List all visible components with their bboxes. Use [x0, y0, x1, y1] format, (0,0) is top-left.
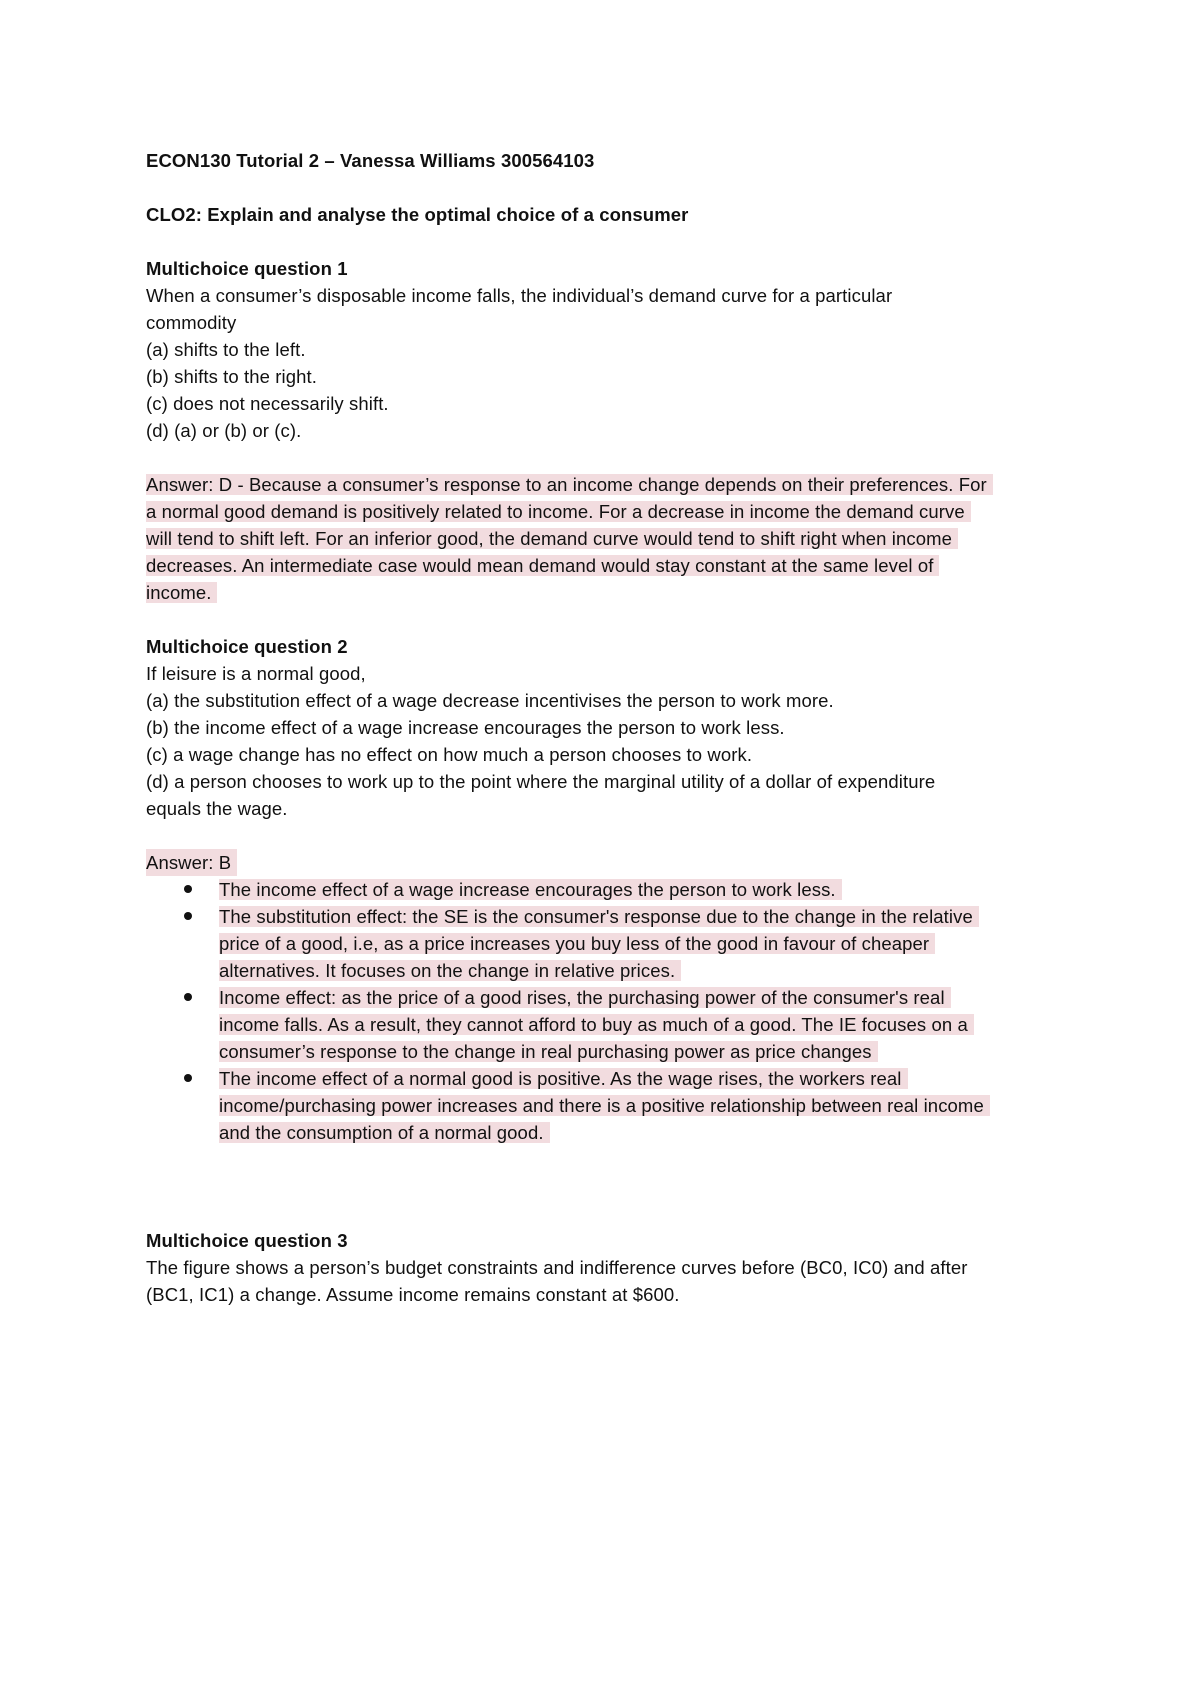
answer-line: income.: [146, 582, 217, 603]
question-3-stem-line: The figure shows a person’s budget constraints and indifference curves before (BC0, IC0) and after: [146, 1257, 968, 1278]
document-title: ECON130 Tutorial 2 – Vanessa Williams 300564103: [146, 150, 595, 171]
question-1-stem-line: commodity: [146, 312, 237, 333]
answer-bullet: [146, 903, 1076, 984]
question-2-option-d-continued: equals the wage.: [146, 798, 288, 819]
answer-line: Answer: D - Because a consumer’s response to an income change depends on their preferences. For: [146, 474, 993, 495]
question-2-option-d: (d) a person chooses to work up to the point where the marginal utility of a dollar of expenditure: [146, 771, 936, 792]
question-1-answer: [146, 471, 1076, 606]
bullet-icon: [184, 1074, 192, 1082]
question-2-option-c: (c) a wage change has no effect on how much a person chooses to work.: [146, 744, 753, 765]
spacer: [146, 822, 1076, 849]
question-3: [146, 1227, 1076, 1308]
question-2-stem: If leisure is a normal good,: [146, 663, 366, 684]
answer-bullet: [146, 984, 1076, 1065]
spacer: [146, 174, 1076, 201]
bullet-line: consumer’s response to the change in real purchasing power as price changes: [219, 1041, 878, 1062]
question-3-stem-line: (BC1, IC1) a change. Assume income remains constant at $600.: [146, 1284, 680, 1305]
answer-line: will tend to shift left. For an inferior good, the demand curve would tend to shift right when income: [146, 528, 958, 549]
question-1-option-d: (d) (a) or (b) or (c).: [146, 420, 302, 441]
bullet-line: The substitution effect: the SE is the consumer's response due to the change in the relative: [219, 906, 979, 927]
question-2-answer-label: Answer: B: [146, 849, 237, 876]
document-body: [146, 147, 1076, 1308]
question-2-heading: Multichoice question 2: [146, 636, 348, 657]
question-2-option-b: (b) the income effect of a wage increase encourages the person to work less.: [146, 717, 785, 738]
bullet-icon: [184, 912, 192, 920]
bullet-line: price of a good, i.e, as a price increases you buy less of the good in favour of cheaper: [219, 933, 935, 954]
bullet-line: and the consumption of a normal good.: [219, 1122, 550, 1143]
question-3-heading: Multichoice question 3: [146, 1230, 348, 1251]
spacer: [146, 444, 1076, 471]
bullet-icon: [184, 885, 192, 893]
question-1: [146, 255, 1076, 606]
question-1-option-a: (a) shifts to the left.: [146, 339, 306, 360]
bullet-line: income falls. As a result, they cannot afford to buy as much of a good. The IE focuses on a: [219, 1014, 974, 1035]
question-2-option-a: (a) the substitution effect of a wage decrease incentivises the person to work more.: [146, 690, 834, 711]
answer-line: decreases. An intermediate case would mean demand would stay constant at the same level of: [146, 555, 939, 576]
answer-bullet: [146, 876, 1076, 903]
bullet-line: The income effect of a normal good is positive. As the wage rises, the workers real: [219, 1068, 908, 1089]
spacer: [146, 228, 1076, 255]
bullet-line: The income effect of a wage increase encourages the person to work less.: [219, 879, 842, 900]
question-2: [146, 633, 1076, 1146]
bullet-line: Income effect: as the price of a good rises, the purchasing power of the consumer's real: [219, 987, 951, 1008]
bullet-icon: [184, 993, 192, 1001]
spacer: [146, 1146, 1076, 1227]
question-1-heading: Multichoice question 1: [146, 258, 348, 279]
question-1-option-c: (c) does not necessarily shift.: [146, 393, 389, 414]
spacer: [146, 606, 1076, 633]
question-1-stem-line: When a consumer’s disposable income falls, the individual’s demand curve for a particular: [146, 285, 893, 306]
learning-outcome: CLO2: Explain and analyse the optimal choice of a consumer: [146, 204, 689, 225]
answer-line: a normal good demand is positively related to income. For a decrease in income the demand curve: [146, 501, 971, 522]
answer-bullet: [146, 1065, 1076, 1146]
answer-bullet-list: [146, 876, 1076, 1146]
question-1-option-b: (b) shifts to the right.: [146, 366, 318, 387]
bullet-line: alternatives. It focuses on the change in relative prices.: [219, 960, 681, 981]
bullet-line: income/purchasing power increases and there is a positive relationship between real income: [219, 1095, 990, 1116]
